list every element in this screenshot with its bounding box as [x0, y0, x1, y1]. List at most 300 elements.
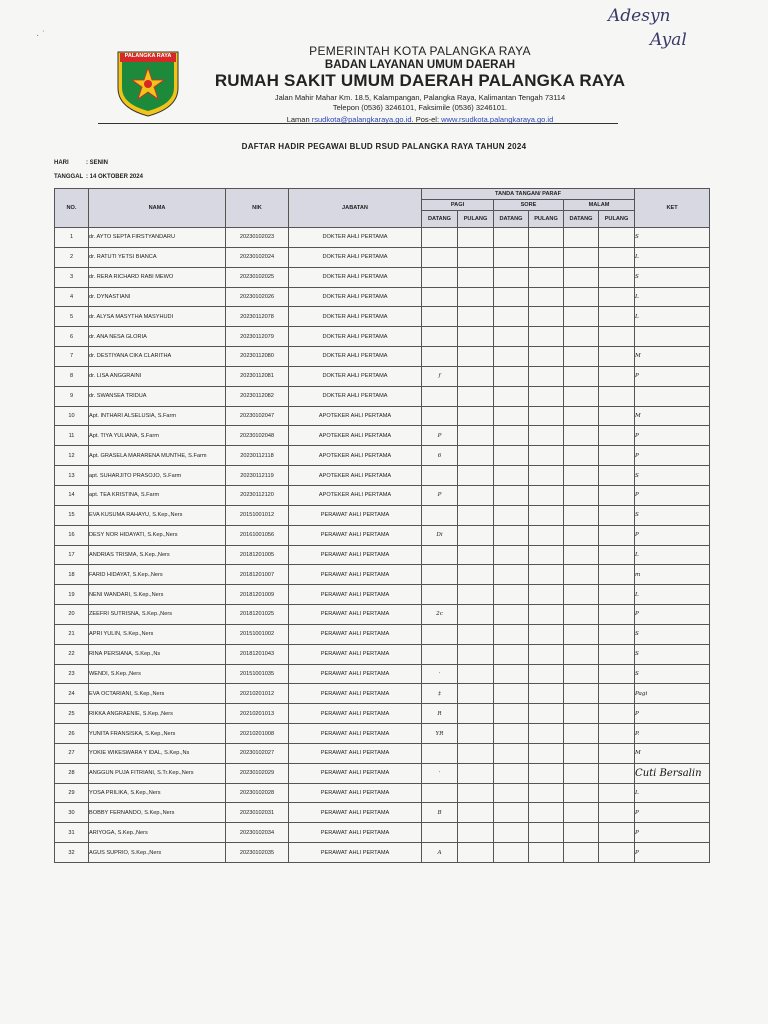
row-ket: L	[635, 545, 710, 565]
row-ket: L	[635, 783, 710, 803]
row-jabatan: PERAWAT AHLI PERTAMA	[289, 664, 422, 684]
row-sore-pulang	[529, 228, 564, 248]
row-malam-pulang	[599, 843, 635, 863]
row-pagi-pulang	[458, 446, 494, 466]
row-malam-datang	[564, 228, 599, 248]
row-no: 21	[55, 624, 89, 644]
row-sore-datang	[494, 466, 529, 486]
table-row	[55, 585, 710, 605]
row-nik: 20230102048	[226, 426, 289, 446]
row-jabatan: APOTEKER AHLI PERTAMA	[289, 426, 422, 446]
row-sore-pulang	[529, 347, 564, 367]
table-row	[55, 605, 710, 625]
table-row	[55, 783, 710, 803]
row-pagi-datang-signature: f	[422, 366, 458, 386]
row-pagi-pulang	[458, 426, 494, 446]
website-link[interactable]: www.rsudkota.palangkaraya.go.id	[441, 115, 554, 124]
row-nik: 20230102024	[226, 247, 289, 267]
row-pagi-pulang	[458, 386, 494, 406]
row-no: 3	[55, 267, 89, 287]
row-pagi-datang-signature	[422, 644, 458, 664]
row-no: 27	[55, 743, 89, 763]
row-nik: 20230112119	[226, 466, 289, 486]
row-ket: P.	[635, 724, 710, 744]
row-sore-pulang	[529, 644, 564, 664]
row-pagi-datang-signature	[422, 585, 458, 605]
row-sore-datang	[494, 704, 529, 724]
row-ket: P	[635, 485, 710, 505]
row-no: 28	[55, 763, 89, 783]
row-malam-pulang	[599, 624, 635, 644]
date-value: : 14 OKTOBER 2024	[86, 174, 143, 180]
row-malam-datang	[564, 525, 599, 545]
table-row	[55, 327, 710, 347]
row-nama: EVA KUSUMA RAHAYU, S.Kep.,Ners	[89, 505, 226, 525]
row-ket: S	[635, 624, 710, 644]
row-no: 11	[55, 426, 89, 446]
row-malam-pulang	[599, 565, 635, 585]
row-sore-pulang	[529, 386, 564, 406]
row-sore-datang	[494, 843, 529, 863]
row-no: 25	[55, 704, 89, 724]
row-malam-pulang	[599, 525, 635, 545]
row-no: 18	[55, 565, 89, 585]
row-ket: P	[635, 605, 710, 625]
header-divider	[98, 123, 618, 124]
row-ket: M	[635, 743, 710, 763]
row-nik: 20151001035	[226, 664, 289, 684]
row-sore-datang	[494, 426, 529, 446]
row-ket: P	[635, 426, 710, 446]
row-pagi-datang-signature: Di	[422, 525, 458, 545]
row-jabatan: PERAWAT AHLI PERTAMA	[289, 783, 422, 803]
row-jabatan: PERAWAT AHLI PERTAMA	[289, 605, 422, 625]
col-no: NO.	[55, 189, 89, 228]
row-ket: S	[635, 228, 710, 248]
header-address: Jalan Mahir Mahar Km. 18.5, Kalampangan, Palangka Raya, Kalimantan Tengah 73114	[274, 93, 566, 102]
row-no: 13	[55, 466, 89, 486]
row-sore-pulang	[529, 664, 564, 684]
row-nik: 20151001002	[226, 624, 289, 644]
row-nik: 20230112080	[226, 347, 289, 367]
row-malam-datang	[564, 783, 599, 803]
row-no: 29	[55, 783, 89, 803]
row-nama: APRI YULIN, S.Kep.,Ners	[89, 624, 226, 644]
row-malam-datang	[564, 545, 599, 565]
row-sore-datang	[494, 386, 529, 406]
row-pagi-pulang	[458, 763, 494, 783]
row-no: 9	[55, 386, 89, 406]
row-jabatan: PERAWAT AHLI PERTAMA	[289, 843, 422, 863]
row-sore-pulang	[529, 783, 564, 803]
row-sore-pulang	[529, 525, 564, 545]
row-nik: 20230112081	[226, 366, 289, 386]
row-malam-pulang	[599, 426, 635, 446]
row-sore-datang	[494, 823, 529, 843]
attendance-table	[54, 188, 710, 863]
header-line-1: PEMERINTAH KOTA PALANGKA RAYA	[309, 44, 531, 58]
row-pagi-datang-signature	[422, 565, 458, 585]
row-malam-datang	[564, 426, 599, 446]
row-ket: P	[635, 843, 710, 863]
row-jabatan: DOKTER AHLI PERTAMA	[289, 247, 422, 267]
row-ket: L	[635, 585, 710, 605]
row-nik: 20181201009	[226, 585, 289, 605]
row-nama: ANGGUN PUJA FITRIANI, S.Tr.Kep.,Ners	[89, 763, 226, 783]
row-malam-pulang	[599, 327, 635, 347]
row-pagi-pulang	[458, 565, 494, 585]
row-sore-pulang	[529, 704, 564, 724]
row-no: 14	[55, 485, 89, 505]
row-malam-datang	[564, 704, 599, 724]
row-malam-pulang	[599, 704, 635, 724]
row-nama: AGUS SUPRIO, S.Kep.,Ners	[89, 843, 226, 863]
row-pagi-datang-signature: R	[422, 704, 458, 724]
row-nama: EVA OCTARIANI, S.Kep.,Ners	[89, 684, 226, 704]
row-sore-datang	[494, 565, 529, 585]
col-signature-group: TANDA TANGAN/ PARAF	[422, 189, 635, 200]
col-malam-pulang: PULANG	[599, 211, 635, 228]
row-sore-datang	[494, 247, 529, 267]
col-jabatan: JABATAN	[289, 189, 422, 228]
row-sore-datang	[494, 287, 529, 307]
row-malam-datang	[564, 763, 599, 783]
row-ket: Pagi	[635, 684, 710, 704]
row-no: 26	[55, 724, 89, 744]
table-row	[55, 525, 710, 545]
table-row	[55, 426, 710, 446]
row-malam-datang	[564, 684, 599, 704]
row-nama: FARID HIDAYAT, S.Kep.,Ners	[89, 565, 226, 585]
row-sore-datang	[494, 366, 529, 386]
row-nama: dr. RERA RICHARD RABI MEWO	[89, 267, 226, 287]
row-malam-datang	[564, 347, 599, 367]
row-pagi-pulang	[458, 228, 494, 248]
row-nama: dr. DESTIYANA CIKA CLARITHA	[89, 347, 226, 367]
row-nik: 20230102025	[226, 267, 289, 287]
row-malam-pulang	[599, 724, 635, 744]
row-nama: dr. DYNASTIANI	[89, 287, 226, 307]
row-pagi-datang-signature	[422, 307, 458, 327]
row-sore-datang	[494, 624, 529, 644]
row-nama: DESY NOR HIDAYATI, S.Kep.,Ners	[89, 525, 226, 545]
row-pagi-pulang	[458, 724, 494, 744]
row-nik: 20230102035	[226, 843, 289, 863]
row-malam-datang	[564, 466, 599, 486]
table-row	[55, 366, 710, 386]
row-jabatan: PERAWAT AHLI PERTAMA	[289, 505, 422, 525]
row-jabatan: DOKTER AHLI PERTAMA	[289, 327, 422, 347]
row-no: 2	[55, 247, 89, 267]
table-row	[55, 624, 710, 644]
row-nama: Apt. TIYA YULIANA, S.Farm	[89, 426, 226, 446]
row-sore-datang	[494, 406, 529, 426]
row-ket: S	[635, 644, 710, 664]
row-nama: dr. ANA NESA GLORIA	[89, 327, 226, 347]
row-no: 16	[55, 525, 89, 545]
row-no: 12	[55, 446, 89, 466]
row-nama: RINA PERSIANA, S.Kep.,Ns	[89, 644, 226, 664]
row-nik: 20230102034	[226, 823, 289, 843]
row-jabatan: PERAWAT AHLI PERTAMA	[289, 724, 422, 744]
row-nama: YOKIE WIKESWARA Y IDAL, S.Kep.,Ns	[89, 743, 226, 763]
row-sore-pulang	[529, 585, 564, 605]
table-row	[55, 545, 710, 565]
row-pagi-datang-signature: A	[422, 843, 458, 863]
row-sore-datang	[494, 545, 529, 565]
row-sore-datang	[494, 803, 529, 823]
row-pagi-datang-signature: ·	[422, 664, 458, 684]
row-malam-pulang	[599, 307, 635, 327]
row-malam-pulang	[599, 386, 635, 406]
row-pagi-pulang	[458, 783, 494, 803]
row-no: 10	[55, 406, 89, 426]
row-malam-pulang	[599, 783, 635, 803]
row-malam-datang	[564, 624, 599, 644]
table-row	[55, 803, 710, 823]
row-pagi-datang-signature	[422, 466, 458, 486]
row-pagi-datang-signature	[422, 327, 458, 347]
row-malam-datang	[564, 605, 599, 625]
row-sore-pulang	[529, 267, 564, 287]
row-nama: YUNITA FRANSISKA, S.Kep.,Ners	[89, 724, 226, 744]
row-no: 31	[55, 823, 89, 843]
row-sore-datang	[494, 525, 529, 545]
col-sore: SORE	[494, 200, 564, 211]
row-pagi-pulang	[458, 466, 494, 486]
row-ket	[635, 327, 710, 347]
email-link[interactable]: rsudkota@palangkaraya.go.id	[311, 115, 412, 124]
row-malam-pulang	[599, 347, 635, 367]
header-hospital-name: RUMAH SAKIT UMUM DAERAH PALANGKA RAYA	[214, 71, 626, 90]
row-jabatan: PERAWAT AHLI PERTAMA	[289, 743, 422, 763]
row-sore-datang	[494, 347, 529, 367]
row-no: 6	[55, 327, 89, 347]
row-sore-pulang	[529, 684, 564, 704]
row-no: 4	[55, 287, 89, 307]
row-malam-pulang	[599, 545, 635, 565]
row-nama: dr. AYTO SEPTA FIRSTYANDARU	[89, 228, 226, 248]
day-line	[54, 160, 108, 166]
row-pagi-pulang	[458, 247, 494, 267]
row-pagi-datang-signature: 2c	[422, 605, 458, 625]
row-jabatan: DOKTER AHLI PERTAMA	[289, 307, 422, 327]
row-sore-datang	[494, 267, 529, 287]
table-row	[55, 763, 710, 783]
row-sore-pulang	[529, 307, 564, 327]
row-no: 19	[55, 585, 89, 605]
row-pagi-datang-signature	[422, 386, 458, 406]
table-row	[55, 684, 710, 704]
row-no: 8	[55, 366, 89, 386]
row-ket: M	[635, 406, 710, 426]
row-nik: 20230102031	[226, 803, 289, 823]
row-pagi-pulang	[458, 525, 494, 545]
row-sore-pulang	[529, 843, 564, 863]
table-row	[55, 267, 710, 287]
row-no: 32	[55, 843, 89, 863]
row-malam-datang	[564, 327, 599, 347]
row-malam-pulang	[599, 684, 635, 704]
row-jabatan: PERAWAT AHLI PERTAMA	[289, 644, 422, 664]
row-jabatan: APOTEKER AHLI PERTAMA	[289, 466, 422, 486]
row-malam-pulang	[599, 247, 635, 267]
table-row	[55, 446, 710, 466]
row-nik: 20210201008	[226, 724, 289, 744]
row-pagi-datang-signature: ‡	[422, 684, 458, 704]
date-label: TANGGAL	[54, 174, 84, 180]
row-ket: S	[635, 505, 710, 525]
row-sore-datang	[494, 684, 529, 704]
row-pagi-pulang	[458, 347, 494, 367]
row-pagi-pulang	[458, 485, 494, 505]
row-no: 7	[55, 347, 89, 367]
row-sore-pulang	[529, 724, 564, 744]
table-row	[55, 565, 710, 585]
row-malam-datang	[564, 585, 599, 605]
table-row	[55, 704, 710, 724]
row-pagi-pulang	[458, 366, 494, 386]
row-nama: BOBBY FERNANDO, S.Kep.,Ners	[89, 803, 226, 823]
table-row	[55, 843, 710, 863]
row-pagi-datang-signature	[422, 267, 458, 287]
table-row	[55, 406, 710, 426]
row-jabatan: PERAWAT AHLI PERTAMA	[289, 624, 422, 644]
row-nik: 20181201005	[226, 545, 289, 565]
handwritten-note-1: Adesyn	[608, 6, 671, 26]
row-sore-pulang	[529, 565, 564, 585]
row-malam-pulang	[599, 366, 635, 386]
table-row	[55, 505, 710, 525]
row-pagi-datang-signature	[422, 545, 458, 565]
row-sore-pulang	[529, 505, 564, 525]
row-sore-pulang	[529, 545, 564, 565]
row-pagi-pulang	[458, 267, 494, 287]
row-ket: P	[635, 366, 710, 386]
row-jabatan: PERAWAT AHLI PERTAMA	[289, 704, 422, 724]
day-value: : SENIN	[86, 160, 109, 166]
row-pagi-pulang	[458, 605, 494, 625]
row-pagi-datang-signature: 6	[422, 446, 458, 466]
row-malam-datang	[564, 485, 599, 505]
document-title: DAFTAR HADIR PEGAWAI BLUD RSUD PALANGKA RAYA TAHUN 2024	[241, 142, 527, 151]
row-ket: S	[635, 664, 710, 684]
row-nik: 20230102023	[226, 228, 289, 248]
row-jabatan: DOKTER AHLI PERTAMA	[289, 228, 422, 248]
table-row	[55, 664, 710, 684]
row-ket: Cuti Bersalin	[635, 763, 710, 783]
row-malam-pulang	[599, 664, 635, 684]
table-row	[55, 347, 710, 367]
row-nama: dr. ALYSA MASYTHA MASYHUDI	[89, 307, 226, 327]
row-malam-pulang	[599, 585, 635, 605]
row-pagi-datang-signature	[422, 406, 458, 426]
row-nama: NENI WANDARI, S.Kep.,Ners	[89, 585, 226, 605]
row-malam-pulang	[599, 763, 635, 783]
row-jabatan: PERAWAT AHLI PERTAMA	[289, 823, 422, 843]
row-sore-pulang	[529, 247, 564, 267]
row-pagi-datang-signature	[422, 287, 458, 307]
row-ket: M	[635, 347, 710, 367]
col-ket: KET	[635, 189, 710, 228]
row-nama: apt. TEA KRISTINA, S.Farm	[89, 485, 226, 505]
row-sore-datang	[494, 763, 529, 783]
row-malam-pulang	[599, 505, 635, 525]
logo-text: PALANGKA RAYA	[124, 53, 172, 59]
row-malam-datang	[564, 803, 599, 823]
row-pagi-datang-signature	[422, 347, 458, 367]
row-ket: m	[635, 565, 710, 585]
row-nik: 20230112082	[226, 386, 289, 406]
date-line	[54, 174, 143, 180]
row-ket: L	[635, 307, 710, 327]
table-row	[55, 287, 710, 307]
row-nama: dr. LISA ANGGRAINI	[89, 366, 226, 386]
row-ket: P	[635, 704, 710, 724]
row-no: 15	[55, 505, 89, 525]
header-line-2: BADAN LAYANAN UMUM DAERAH	[324, 59, 516, 71]
row-pagi-pulang	[458, 684, 494, 704]
row-pagi-datang-signature	[422, 505, 458, 525]
col-pagi-datang: DATANG	[422, 211, 458, 228]
row-malam-datang	[564, 307, 599, 327]
row-sore-datang	[494, 585, 529, 605]
row-nama: Apt. GRASELA MARARENA MUNTHE, S.Farm	[89, 446, 226, 466]
row-nama: Apt. INTHARI ALSELUSIA, S.Farm	[89, 406, 226, 426]
row-no: 1	[55, 228, 89, 248]
row-pagi-pulang	[458, 287, 494, 307]
row-malam-pulang	[599, 644, 635, 664]
row-pagi-pulang	[458, 704, 494, 724]
row-nik: 20210201012	[226, 684, 289, 704]
row-pagi-pulang	[458, 743, 494, 763]
row-malam-pulang	[599, 267, 635, 287]
row-nama: dr. SWANSEA TRIDUA	[89, 386, 226, 406]
row-nik: 20181201007	[226, 565, 289, 585]
row-sore-pulang	[529, 823, 564, 843]
handwritten-note-2: Ayal	[650, 30, 687, 50]
col-sore-pulang: PULANG	[529, 211, 564, 228]
col-pagi-pulang: PULANG	[458, 211, 494, 228]
row-sore-pulang	[529, 327, 564, 347]
row-ket: L	[635, 247, 710, 267]
post-label: Pos-el	[415, 115, 437, 124]
row-sore-pulang	[529, 426, 564, 446]
row-malam-pulang	[599, 485, 635, 505]
row-malam-datang	[564, 823, 599, 843]
row-jabatan: PERAWAT AHLI PERTAMA	[289, 565, 422, 585]
row-jabatan: PERAWAT AHLI PERTAMA	[289, 763, 422, 783]
row-sore-pulang	[529, 287, 564, 307]
row-jabatan: DOKTER AHLI PERTAMA	[289, 386, 422, 406]
row-sore-pulang	[529, 466, 564, 486]
row-ket: P	[635, 803, 710, 823]
table-row	[55, 466, 710, 486]
row-nama: ARIYOGA, S.Kep.,Ners	[89, 823, 226, 843]
row-nama: ANDRIAS TRISMA, S.Kep.,Ners	[89, 545, 226, 565]
row-nama: YOSA PRILIKA, S.Kep.,Ners	[89, 783, 226, 803]
row-pagi-pulang	[458, 327, 494, 347]
row-nik: 20210201013	[226, 704, 289, 724]
row-jabatan: PERAWAT AHLI PERTAMA	[289, 545, 422, 565]
table-row	[55, 743, 710, 763]
col-malam-datang: DATANG	[564, 211, 599, 228]
row-nik: 20230102026	[226, 287, 289, 307]
row-sore-pulang	[529, 485, 564, 505]
row-nik: 20230112079	[226, 327, 289, 347]
row-pagi-pulang	[458, 585, 494, 605]
row-malam-datang	[564, 505, 599, 525]
